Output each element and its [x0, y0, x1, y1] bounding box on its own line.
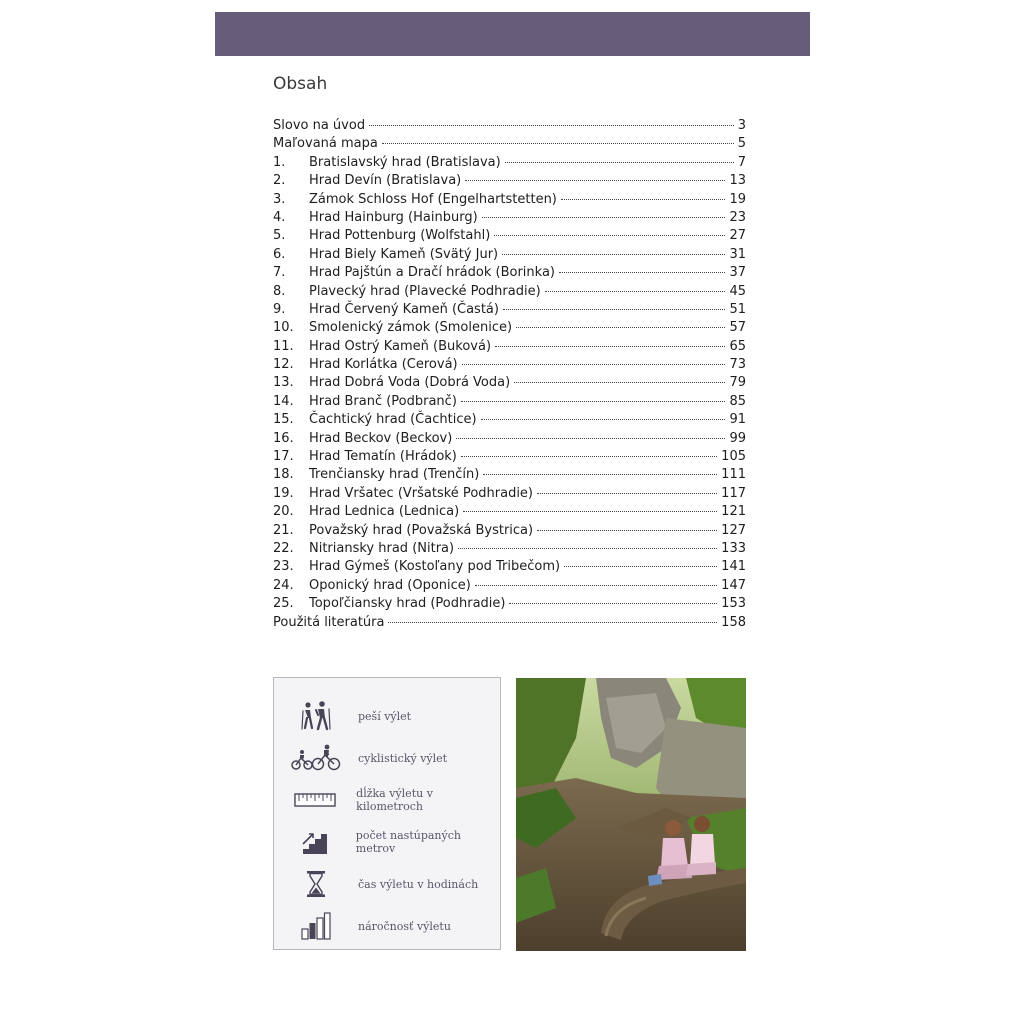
toc-entry	[273, 522, 746, 540]
cyclists-icon	[274, 744, 358, 772]
toc-leader-dots	[475, 584, 717, 586]
legend-row-cycling	[274, 738, 500, 778]
toc-entry-page: 147	[721, 577, 746, 593]
toc-entry-page: 141	[721, 559, 746, 575]
toc-entry-title: Smolenický zámok (Smolenice)	[309, 320, 513, 336]
legend-text: dĺžka výletu v kilometroch	[356, 787, 433, 813]
toc-entry	[273, 319, 746, 337]
toc-entry-number: 7.	[273, 265, 286, 281]
toc-entry-number: 10.	[273, 320, 294, 336]
toc-entry	[273, 503, 746, 521]
toc-entry	[273, 246, 746, 264]
toc-entry-number: 24.	[273, 577, 294, 593]
toc-entry-page: 127	[721, 522, 746, 538]
legend-text: cyklistický výlet	[358, 751, 448, 765]
toc-entry-number: 12.	[273, 357, 294, 373]
toc-entry-title: Hrad Hainburg (Hainburg)	[309, 209, 478, 225]
toc-entry-page: 85	[729, 393, 746, 409]
toc-entry-number: 2.	[273, 173, 286, 189]
toc-entry-page: 121	[721, 504, 746, 520]
toc-entry-page: 111	[721, 467, 746, 483]
legend-row-time	[274, 864, 500, 904]
hourglass-icon	[274, 870, 358, 898]
toc-leader-dots	[561, 198, 726, 200]
toc-entry-page: 7	[737, 154, 746, 170]
toc-entry	[273, 614, 746, 632]
toc-leader-dots	[382, 142, 734, 144]
toc-entry-page: 13	[729, 173, 746, 189]
toc-entry-page: 51	[729, 301, 746, 317]
toc-entry-page: 19	[729, 191, 746, 207]
header-bar	[215, 12, 810, 56]
toc-leader-dots	[537, 492, 717, 494]
toc-entry	[273, 466, 746, 484]
toc-entry-title: Hrad Beckov (Beckov)	[309, 430, 453, 446]
toc-entry-page: 57	[729, 320, 746, 336]
toc-entry	[273, 356, 746, 374]
legend-box	[273, 677, 501, 950]
toc-entry	[273, 135, 746, 153]
toc-entry-number: 16.	[273, 430, 294, 446]
toc-leader-dots	[461, 400, 726, 402]
toc-leader-dots	[463, 510, 717, 512]
toc-entry-title: Hrad Lednica (Lednica)	[309, 504, 460, 520]
toc-entry-number: 8.	[273, 283, 286, 299]
toc-entry-page: 79	[729, 375, 746, 391]
legend-row-hiking	[274, 696, 500, 736]
toc-entry-title: Topoľčiansky hrad (Podhradie)	[309, 596, 506, 612]
toc-leader-dots	[559, 271, 725, 273]
toc-leader-dots	[503, 308, 725, 310]
toc-entry-title: Hrad Gýmeš (Kostoľany pod Tribečom)	[309, 559, 561, 575]
toc-leader-dots	[456, 437, 725, 439]
toc-leader-dots	[505, 161, 734, 163]
forest-photo	[516, 678, 746, 951]
toc-entry-title: Hrad Ostrý Kameň (Buková)	[309, 338, 492, 354]
toc-entry-number: 14.	[273, 393, 294, 409]
toc-entry-number: 1.	[273, 154, 286, 170]
legend-text: čas výletu v hodinách	[358, 877, 479, 891]
toc-entry	[273, 172, 746, 190]
toc-entry-number: 4.	[273, 209, 286, 225]
toc-entry	[273, 117, 746, 135]
toc-entry	[273, 301, 746, 319]
toc-entry-title: Nitriansky hrad (Nitra)	[309, 540, 455, 556]
toc-entry	[273, 227, 746, 245]
toc-entry	[273, 154, 746, 172]
toc-entry-page: 91	[729, 412, 746, 428]
toc-entry	[273, 558, 746, 576]
legend-text: náročnosť výletu	[358, 919, 451, 933]
toc-entry-number: 15.	[273, 412, 294, 428]
legend-row-distance	[274, 780, 500, 820]
toc-leader-dots	[509, 602, 717, 604]
page-title: Obsah	[273, 74, 328, 94]
toc-entry-number: 13.	[273, 375, 294, 391]
toc-entry-number: 6.	[273, 246, 286, 262]
toc-leader-dots	[481, 418, 726, 420]
toc-entry-title: Hrad Devín (Bratislava)	[309, 173, 462, 189]
legend-text: peší výlet	[358, 709, 412, 723]
toc-entry-number: 17.	[273, 449, 294, 465]
toc-entry	[273, 264, 746, 282]
table-of-contents	[273, 117, 746, 632]
toc-leader-dots	[458, 547, 717, 549]
toc-entry-title: Hrad Dobrá Voda (Dobrá Voda)	[309, 375, 511, 391]
toc-entry	[273, 374, 746, 392]
toc-entry	[273, 485, 746, 503]
toc-entry-title: Zámok Schloss Hof (Engelhartstetten)	[309, 191, 557, 207]
toc-leader-dots	[537, 529, 717, 531]
toc-entry-title: Hrad Pottenburg (Wolfstahl)	[309, 228, 491, 244]
toc-entry	[273, 595, 746, 613]
toc-leader-dots	[462, 363, 726, 365]
toc-leader-dots	[369, 124, 734, 126]
difficulty-bars-icon	[274, 912, 358, 940]
toc-entry-title: Hrad Branč (Podbranč)	[309, 393, 457, 409]
legend-row-elevation	[274, 822, 500, 862]
toc-entry-page: 31	[729, 246, 746, 262]
toc-entry	[273, 283, 746, 301]
toc-entry-title: Hrad Korlátka (Cerová)	[309, 357, 458, 373]
toc-entry-page: 5	[737, 136, 746, 152]
toc-entry-number: 18.	[273, 467, 294, 483]
toc-entry-number: 23.	[273, 559, 294, 575]
toc-leader-dots	[483, 473, 717, 475]
toc-leader-dots	[564, 565, 717, 567]
toc-entry-number: 5.	[273, 228, 286, 244]
toc-entry-page: 73	[729, 357, 746, 373]
toc-leader-dots	[502, 253, 725, 255]
toc-leader-dots	[465, 179, 725, 181]
toc-entry-title: Plavecký hrad (Plavecké Podhradie)	[309, 283, 541, 299]
toc-entry-page: 45	[729, 283, 746, 299]
toc-entry-number: 9.	[273, 301, 286, 317]
toc-entry	[273, 338, 746, 356]
toc-entry-title: Považský hrad (Považská Bystrica)	[309, 522, 534, 538]
toc-entry-title: Bratislavský hrad (Bratislava)	[309, 154, 501, 170]
toc-entry-title: Hrad Vršatec (Vršatské Podhradie)	[309, 485, 534, 501]
legend-text: počet nastúpaných metrov	[355, 829, 461, 855]
toc-entry-title: Maľovaná mapa	[273, 136, 378, 152]
hikers-icon	[274, 701, 358, 731]
toc-entry-page: 117	[721, 485, 746, 501]
toc-entry-page: 23	[729, 209, 746, 225]
toc-entry	[273, 448, 746, 466]
toc-entry-title: Hrad Červený Kameň (Častá)	[309, 301, 499, 317]
toc-entry-page: 37	[729, 265, 746, 281]
toc-leader-dots	[495, 345, 725, 347]
toc-entry-title: Hrad Biely Kameň (Svätý Jur)	[309, 246, 499, 262]
toc-entry-title: Hrad Pajštún a Dračí hrádok (Borinka)	[309, 265, 555, 281]
toc-leader-dots	[388, 621, 717, 623]
toc-entry-number: 19.	[273, 485, 294, 501]
toc-entry-page: 27	[729, 228, 746, 244]
toc-entry	[273, 393, 746, 411]
toc-entry-title: Hrad Tematín (Hrádok)	[309, 449, 457, 465]
stairs-icon	[274, 829, 356, 855]
toc-entry	[273, 209, 746, 227]
toc-entry	[273, 430, 746, 448]
toc-entry-title: Čachtický hrad (Čachtice)	[309, 412, 477, 428]
toc-leader-dots	[494, 234, 725, 236]
toc-leader-dots	[514, 381, 725, 383]
toc-entry-page: 65	[729, 338, 746, 354]
ruler-icon	[274, 792, 356, 808]
toc-entry-number: 20.	[273, 504, 294, 520]
toc-leader-dots	[482, 216, 726, 218]
toc-entry-number: 3.	[273, 191, 286, 207]
toc-leader-dots	[545, 290, 726, 292]
toc-entry-number: 25.	[273, 596, 294, 612]
toc-entry-title: Oponický hrad (Oponice)	[309, 577, 471, 593]
toc-entry-number: 21.	[273, 522, 294, 538]
toc-entry-number: 22.	[273, 540, 294, 556]
toc-entry-title: Trenčiansky hrad (Trenčín)	[309, 467, 480, 483]
toc-entry-page: 133	[721, 540, 746, 556]
toc-entry	[273, 577, 746, 595]
toc-entry	[273, 411, 746, 429]
legend-row-difficulty	[274, 906, 500, 946]
toc-entry-page: 158	[721, 614, 746, 630]
toc-entry-page: 153	[721, 596, 746, 612]
toc-entry-page: 99	[729, 430, 746, 446]
toc-entry	[273, 191, 746, 209]
toc-leader-dots	[461, 455, 717, 457]
toc-entry-page: 105	[721, 449, 746, 465]
toc-entry-title: Použitá literatúra	[273, 614, 385, 630]
toc-entry-title: Slovo na úvod	[273, 118, 366, 133]
toc-entry-page: 3	[737, 118, 746, 133]
toc-entry-number: 11.	[273, 338, 294, 354]
toc-entry	[273, 540, 746, 558]
toc-leader-dots	[516, 326, 725, 328]
